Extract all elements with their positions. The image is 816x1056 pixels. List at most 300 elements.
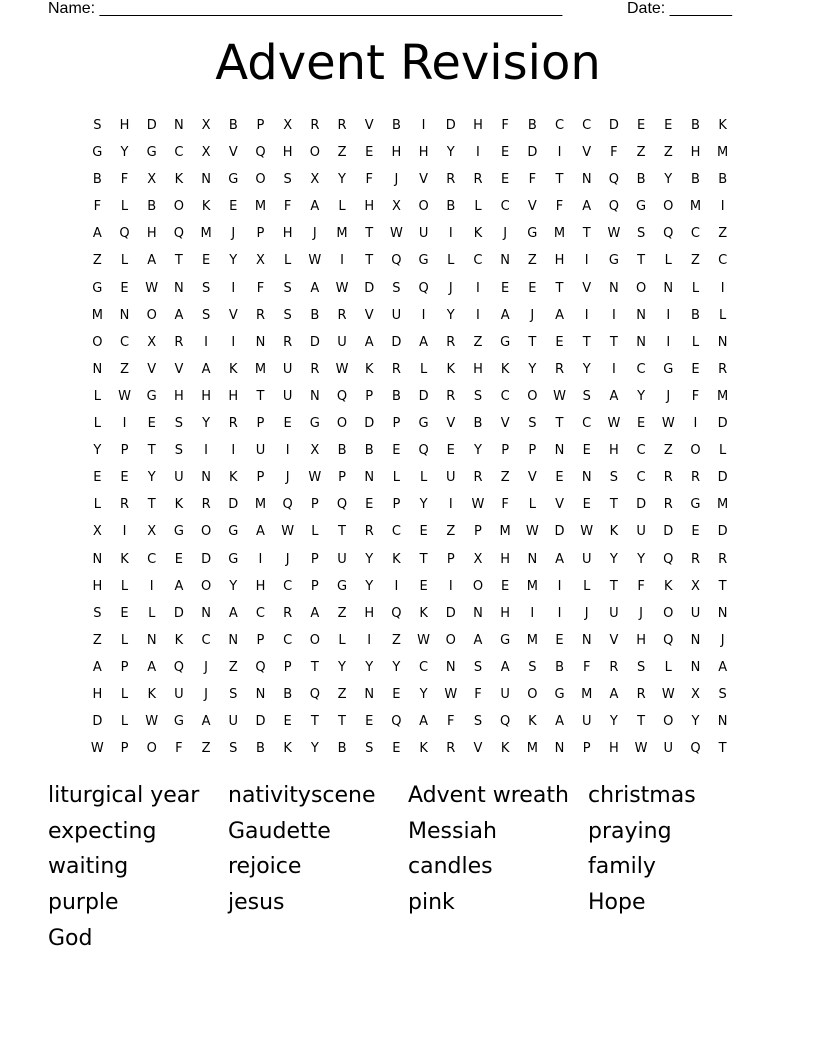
grid-letter[interactable]: C [636,470,647,486]
grid-letter[interactable]: S [392,280,402,296]
grid-letter[interactable]: Q [608,172,620,188]
grid-letter[interactable]: S [93,605,102,621]
grid-letter[interactable]: D [364,280,375,296]
grid-letter[interactable]: L [583,578,591,594]
grid-letter[interactable]: Y [365,551,374,567]
grid-letter[interactable]: I [557,578,562,594]
grid-letter[interactable]: P [446,551,456,567]
grid-letter[interactable]: R [337,307,348,323]
grid-letter[interactable]: P [365,388,374,404]
grid-letter[interactable]: B [691,172,701,188]
grid-letter[interactable]: E [392,443,402,459]
grid-letter[interactable]: E [120,605,130,621]
grid-letter[interactable]: I [421,118,427,133]
grid-letter[interactable]: K [500,361,510,377]
grid-letter[interactable]: Z [500,470,511,486]
grid-letter[interactable]: H [282,145,294,161]
grid-letter[interactable]: C [419,659,429,675]
grid-letter[interactable]: M [336,226,349,242]
grid-letter[interactable]: D [445,118,457,133]
grid-letter[interactable]: H [418,145,429,161]
grid-letter[interactable]: H [473,361,484,377]
grid-letter[interactable]: I [557,145,562,161]
grid-letter[interactable]: T [555,280,564,296]
grid-letter[interactable]: R [337,118,348,133]
grid-letter[interactable]: K [609,524,619,540]
grid-letter[interactable]: T [310,714,320,730]
grid-letter[interactable]: J [285,551,291,567]
grid-letter[interactable]: T [637,714,646,730]
grid-letter[interactable]: P [392,416,401,432]
grid-letter[interactable]: O [146,741,158,757]
grid-letter[interactable]: L [419,361,428,377]
grid-letter[interactable]: N [717,714,729,730]
grid-letter[interactable]: J [394,172,399,188]
grid-letter[interactable]: I [720,199,726,215]
grid-letter[interactable]: K [446,361,456,377]
grid-letter[interactable]: F [93,199,102,215]
grid-letter[interactable]: N [636,334,647,350]
grid-letter[interactable]: R [473,470,483,486]
grid-letter[interactable]: T [609,334,619,350]
grid-letter[interactable]: L [120,253,129,269]
grid-letter[interactable]: R [446,741,456,757]
grid-letter[interactable]: L [338,199,347,215]
grid-letter[interactable]: X [201,118,212,133]
grid-letter[interactable]: D [391,334,402,350]
grid-letter[interactable]: R [446,334,456,350]
grid-letter[interactable]: E [582,497,592,513]
grid-letter[interactable]: M [499,524,512,540]
grid-letter[interactable]: L [392,470,401,486]
grid-letter[interactable]: W [281,524,295,540]
grid-letter[interactable]: S [473,388,483,404]
grid-letter[interactable]: E [365,497,374,513]
grid-letter[interactable]: P [310,551,320,567]
grid-letter[interactable]: T [582,226,592,242]
grid-letter[interactable]: L [474,199,483,215]
grid-letter[interactable]: W [145,280,159,296]
grid-letter[interactable]: J [204,659,209,675]
grid-letter[interactable]: B [391,118,402,133]
grid-letter[interactable]: R [364,524,375,540]
grid-letter[interactable]: F [283,199,292,215]
grid-letter[interactable]: G [418,416,430,432]
grid-letter[interactable]: V [364,118,375,133]
grid-letter[interactable]: E [691,361,701,377]
grid-letter[interactable]: X [310,443,320,459]
grid-letter[interactable]: C [283,632,293,648]
grid-letter[interactable]: I [231,334,236,350]
grid-letter[interactable]: A [609,686,619,702]
grid-letter[interactable]: M [254,497,267,513]
grid-letter[interactable]: Q [255,659,267,675]
grid-letter[interactable]: X [310,172,320,188]
grid-letter[interactable]: K [201,199,211,215]
grid-letter[interactable]: G [173,524,185,540]
grid-letter[interactable]: M [717,497,729,513]
grid-letter[interactable]: G [228,551,239,567]
grid-letter[interactable]: O [173,199,185,215]
grid-letter[interactable]: B [310,307,320,323]
grid-letter[interactable]: L [93,416,102,432]
grid-letter[interactable]: V [555,497,565,513]
grid-letter[interactable]: B [337,443,347,459]
grid-letter[interactable]: R [120,497,130,513]
grid-letter[interactable]: G [228,524,239,540]
grid-letter[interactable]: M [526,578,539,594]
grid-letter[interactable]: L [284,253,292,269]
grid-letter[interactable]: S [365,741,374,757]
grid-letter[interactable]: R [636,686,647,702]
grid-letter[interactable]: C [255,605,266,621]
grid-letter[interactable]: E [283,416,293,432]
grid-letter[interactable]: E [555,470,565,486]
grid-letter[interactable]: W [471,497,485,513]
grid-letter[interactable]: R [609,659,619,675]
grid-letter[interactable]: K [392,551,402,567]
grid-letter[interactable]: D [146,118,158,133]
grid-letter[interactable]: L [528,497,537,513]
grid-letter[interactable]: G [228,172,239,188]
grid-letter[interactable]: D [445,605,457,621]
grid-letter[interactable]: J [231,226,236,242]
grid-letter[interactable]: B [92,172,103,188]
grid-letter[interactable]: S [201,280,211,296]
grid-letter[interactable]: I [367,632,372,648]
grid-letter[interactable]: X [201,145,212,161]
grid-letter[interactable]: A [147,253,157,269]
grid-letter[interactable]: B [283,686,293,702]
grid-letter[interactable]: P [501,443,510,459]
grid-letter[interactable]: N [201,605,212,621]
grid-letter[interactable]: I [448,497,454,513]
grid-letter[interactable]: E [392,686,402,702]
grid-letter[interactable]: U [581,714,592,730]
grid-letter[interactable]: Z [718,226,728,242]
grid-letter[interactable]: D [717,524,729,540]
grid-letter[interactable]: Q [173,226,185,242]
grid-letter[interactable]: V [147,361,157,377]
grid-letter[interactable]: O [472,578,484,594]
grid-letter[interactable]: U [337,551,348,567]
grid-letter[interactable]: W [90,741,105,757]
grid-letter[interactable]: R [228,416,239,432]
grid-letter[interactable]: Y [202,416,211,432]
grid-letter[interactable]: H [391,145,402,161]
grid-letter[interactable]: V [364,307,375,323]
grid-letter[interactable]: R [283,334,293,350]
grid-letter[interactable]: U [663,741,674,757]
grid-letter[interactable]: H [500,551,511,567]
grid-letter[interactable]: Q [336,388,348,404]
grid-letter[interactable]: M [553,226,566,242]
grid-letter[interactable]: Y [609,714,619,730]
grid-letter[interactable]: Z [663,443,674,459]
grid-letter[interactable]: H [255,578,266,594]
grid-letter[interactable]: A [555,307,565,323]
grid-letter[interactable]: I [204,334,209,350]
date-field-label[interactable]: Date: _______ [627,0,732,17]
grid-letter[interactable]: P [582,741,592,757]
grid-letter[interactable]: J [204,686,209,702]
grid-letter[interactable]: W [525,524,540,540]
grid-letter[interactable]: F [528,172,537,188]
grid-letter[interactable]: C [636,361,647,377]
grid-letter[interactable]: G [92,145,103,161]
grid-letter[interactable]: R [446,388,456,404]
grid-letter[interactable]: I [204,443,209,459]
grid-letter[interactable]: N [527,551,538,567]
grid-letter[interactable]: N [309,388,321,404]
grid-letter[interactable]: Q [418,280,430,296]
grid-letter[interactable]: H [690,145,701,161]
grid-letter[interactable]: A [609,388,619,404]
grid-letter[interactable]: R [310,361,320,377]
grid-letter[interactable]: K [364,361,374,377]
grid-letter[interactable]: O [663,199,674,215]
grid-letter[interactable]: T [555,416,564,432]
grid-letter[interactable]: S [174,443,184,459]
grid-letter[interactable]: I [666,334,671,350]
grid-letter[interactable]: V [582,280,592,296]
grid-letter[interactable]: B [555,659,565,675]
grid-letter[interactable]: A [174,578,184,594]
grid-letter[interactable]: T [718,578,728,594]
grid-letter[interactable]: F [501,118,510,133]
grid-letter[interactable]: Q [391,605,403,621]
grid-letter[interactable]: U [391,307,402,323]
grid-letter[interactable]: A [92,226,103,242]
grid-letter[interactable]: E [120,470,130,486]
grid-letter[interactable]: O [200,524,212,540]
grid-letter[interactable]: I [448,578,454,594]
grid-letter[interactable]: A [500,659,511,675]
grid-letter[interactable]: P [338,470,347,486]
grid-letter[interactable]: N [146,632,158,648]
grid-letter[interactable]: P [256,118,265,133]
grid-letter[interactable]: S [283,280,293,296]
grid-letter[interactable]: X [147,334,157,350]
grid-letter[interactable]: Z [473,334,483,350]
grid-letter[interactable]: Q [500,714,511,730]
grid-letter[interactable]: U [255,443,266,459]
grid-letter[interactable]: D [418,388,430,404]
grid-letter[interactable]: E [636,416,646,432]
grid-letter[interactable]: Y [365,659,374,675]
grid-letter[interactable]: N [690,659,701,675]
grid-letter[interactable]: T [338,714,347,730]
grid-letter[interactable]: I [149,578,155,594]
grid-letter[interactable]: Q [608,199,620,215]
grid-letter[interactable]: T [310,659,320,675]
grid-letter[interactable]: K [120,551,130,567]
grid-letter[interactable]: L [311,524,319,540]
grid-letter[interactable]: U [282,388,293,404]
grid-letter[interactable]: E [201,253,211,269]
grid-letter[interactable]: Y [528,361,537,377]
grid-letter[interactable]: I [557,605,562,621]
grid-letter[interactable]: O [663,714,674,730]
grid-letter[interactable]: P [120,741,129,757]
grid-letter[interactable]: H [364,605,375,621]
grid-letter[interactable]: O [255,172,267,188]
grid-letter[interactable]: D [717,470,729,486]
grid-letter[interactable]: T [637,253,646,269]
grid-letter[interactable]: O [527,388,538,404]
grid-letter[interactable]: I [231,280,236,296]
grid-letter[interactable]: F [691,388,700,404]
grid-letter[interactable]: Z [446,524,456,540]
grid-letter[interactable]: W [661,416,676,432]
grid-letter[interactable]: J [639,605,644,621]
grid-letter[interactable]: K [718,118,728,133]
grid-letter[interactable]: K [174,497,184,513]
grid-letter[interactable]: B [718,172,728,188]
grid-letter[interactable]: S [283,307,293,323]
grid-letter[interactable]: D [201,551,212,567]
grid-letter[interactable]: N [581,172,593,188]
grid-letter[interactable]: C [582,416,592,432]
grid-letter[interactable]: E [555,334,565,350]
grid-letter[interactable]: R [690,470,701,486]
grid-letter[interactable]: D [309,334,321,350]
grid-letter[interactable]: F [365,172,374,188]
grid-letter[interactable]: O [92,334,103,350]
grid-letter[interactable]: N [554,443,565,459]
grid-letter[interactable]: U [174,470,185,486]
grid-letter[interactable]: Z [391,632,402,648]
grid-letter[interactable]: Z [527,253,538,269]
grid-letter[interactable]: D [636,497,647,513]
grid-letter[interactable]: W [308,470,322,486]
grid-letter[interactable]: M [526,632,539,648]
grid-letter[interactable]: O [336,416,348,432]
grid-letter[interactable]: P [528,443,537,459]
grid-letter[interactable]: E [283,714,293,730]
grid-letter[interactable]: E [528,280,537,296]
grid-letter[interactable]: S [93,118,102,133]
grid-letter[interactable]: V [582,145,592,161]
grid-letter[interactable]: N [609,280,620,296]
grid-letter[interactable]: U [690,605,701,621]
grid-letter[interactable]: Z [120,361,130,377]
grid-letter[interactable]: Y [446,307,456,323]
grid-letter[interactable]: Z [337,605,347,621]
grid-letter[interactable]: I [693,416,698,432]
grid-letter[interactable]: S [636,226,646,242]
grid-letter[interactable]: Z [337,145,347,161]
grid-letter[interactable]: K [473,226,483,242]
grid-letter[interactable]: D [663,524,674,540]
grid-letter[interactable]: I [611,361,617,377]
grid-letter[interactable]: K [174,632,184,648]
grid-letter[interactable]: P [310,497,320,513]
grid-letter[interactable]: C [119,334,130,350]
grid-letter[interactable]: J [530,307,535,323]
grid-letter[interactable]: C [690,226,701,242]
grid-letter[interactable]: S [636,659,646,675]
grid-letter[interactable]: S [528,416,537,432]
grid-letter[interactable]: H [119,118,130,133]
grid-letter[interactable]: B [364,443,375,459]
grid-letter[interactable]: N [445,659,457,675]
grid-letter[interactable]: C [147,551,157,567]
grid-letter[interactable]: S [528,659,537,675]
grid-letter[interactable]: Z [201,741,212,757]
grid-letter[interactable]: C [283,578,293,594]
grid-letter[interactable]: N [174,280,185,296]
grid-letter[interactable]: Z [92,253,103,269]
grid-letter[interactable]: T [147,443,157,459]
grid-letter[interactable]: H [282,226,294,242]
grid-letter[interactable]: P [256,416,265,432]
grid-letter[interactable]: R [690,551,701,567]
grid-letter[interactable]: U [581,551,592,567]
grid-letter[interactable]: Q [391,714,403,730]
grid-letter[interactable]: I [340,253,345,269]
grid-letter[interactable]: U [418,226,429,242]
grid-letter[interactable]: B [228,118,239,133]
grid-letter[interactable]: A [718,659,728,675]
grid-letter[interactable]: N [717,334,729,350]
grid-letter[interactable]: W [308,253,322,269]
grid-letter[interactable]: L [120,714,129,730]
grid-letter[interactable]: I [476,307,481,323]
grid-letter[interactable]: M [91,307,104,323]
grid-letter[interactable]: G [92,280,103,296]
grid-letter[interactable]: I [258,551,263,567]
grid-letter[interactable]: Z [228,659,239,675]
grid-letter[interactable]: Q [336,497,348,513]
grid-letter[interactable]: A [174,307,184,323]
grid-letter[interactable]: X [147,524,157,540]
grid-letter[interactable]: K [174,172,184,188]
grid-letter[interactable]: S [609,470,619,486]
grid-letter[interactable]: E [419,578,429,594]
grid-letter[interactable]: X [147,172,157,188]
grid-letter[interactable]: Y [120,145,129,161]
grid-letter[interactable]: X [256,253,266,269]
grid-letter[interactable]: V [228,145,239,161]
grid-letter[interactable]: B [147,199,157,215]
grid-letter[interactable]: O [445,632,457,648]
grid-letter[interactable]: A [310,199,320,215]
grid-letter[interactable]: P [283,659,293,675]
grid-letter[interactable]: G [690,497,701,513]
grid-letter[interactable]: P [256,226,265,242]
grid-letter[interactable]: W [634,741,649,757]
grid-letter[interactable]: S [718,686,728,702]
grid-letter[interactable]: X [283,118,293,133]
grid-letter[interactable]: T [174,253,184,269]
grid-letter[interactable]: H [554,253,565,269]
grid-letter[interactable]: E [419,524,429,540]
grid-letter[interactable]: X [691,578,701,594]
grid-letter[interactable]: N [92,551,103,567]
grid-letter[interactable]: K [528,714,538,730]
grid-letter[interactable]: M [526,741,539,757]
grid-letter[interactable]: G [500,334,511,350]
grid-letter[interactable]: I [530,605,535,621]
grid-letter[interactable]: W [389,226,404,242]
grid-letter[interactable]: M [689,199,702,215]
grid-letter[interactable]: A [201,714,212,730]
grid-letter[interactable]: O [418,199,430,215]
grid-letter[interactable]: L [120,199,129,215]
grid-letter[interactable]: P [120,443,129,459]
grid-letter[interactable]: D [364,416,375,432]
